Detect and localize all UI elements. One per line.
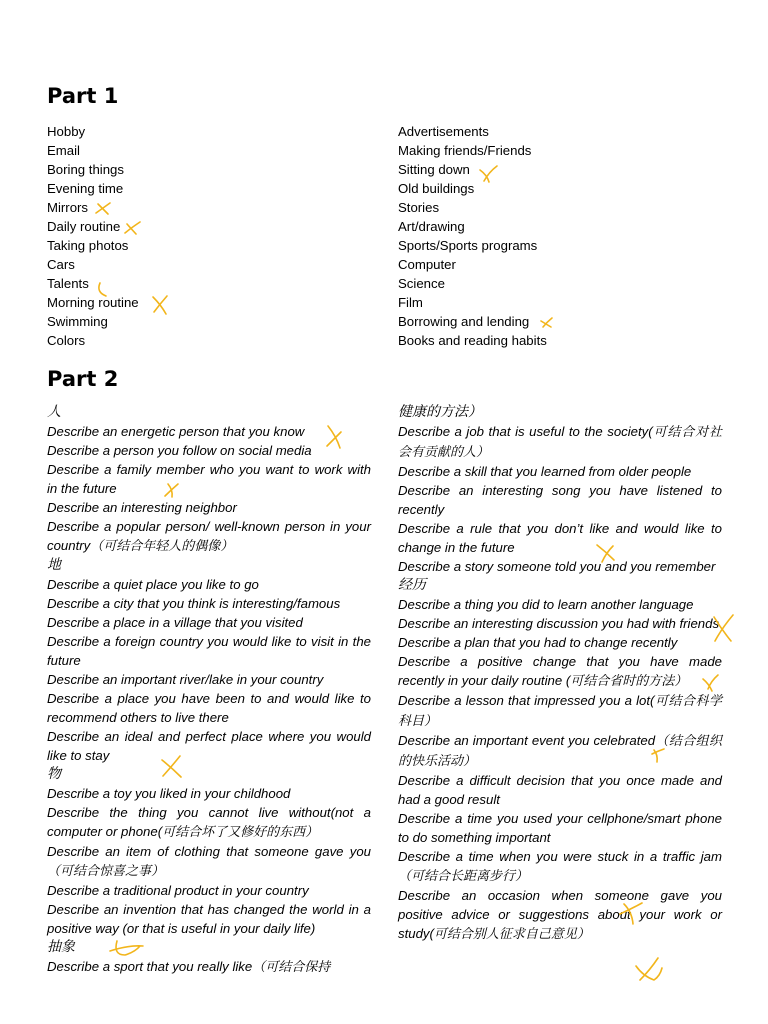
cue-card-item (47, 422, 371, 441)
cue-card-text: Describe an occasion when someone gave you positive advice or suggestions about your work or study( (398, 888, 722, 941)
topic-item: Computer (398, 257, 456, 272)
cue-card-text: Describe a toy you liked in your childhood (47, 786, 291, 801)
topic-item: Morning routine (47, 295, 139, 310)
cue-card-text: Describe a positive change that you have made recently in your daily routine ( (398, 654, 722, 688)
topic-item: Sitting down (398, 162, 470, 177)
part-1-right-column (398, 122, 547, 350)
cue-card-item (47, 441, 371, 460)
cue-card-item (398, 809, 722, 847)
cue-card-item (47, 498, 371, 517)
cue-card-item (398, 731, 722, 771)
cue-card-item (47, 670, 371, 689)
chinese-note: （可结合长距离步行） (398, 869, 529, 884)
chinese-note: （结合组织的快乐活动） (398, 734, 722, 769)
cue-card-text: Describe a time you used your cellphone/smart phone to do something important (398, 811, 722, 845)
topic-item: Making friends/Friends (398, 143, 532, 158)
chinese-note: （可结合年轻人的偶像） (90, 539, 234, 554)
topic-item: Mirrors (47, 200, 89, 215)
cue-card-item (398, 771, 722, 809)
topic-item: Books and reading habits (398, 333, 547, 348)
topic-item: Sports/Sports programs (398, 238, 538, 253)
chinese-note: 可结合对社会有贡献的人） (398, 425, 722, 460)
cue-card-item (47, 881, 371, 900)
cue-card-text: Describe a popular person/ well-known person in your country (47, 519, 371, 553)
chinese-note: （可结合保持 (252, 960, 331, 975)
cue-card-item (398, 652, 722, 691)
topic-item: Film (398, 295, 423, 310)
cue-card-text: Describe a person you follow on social media (47, 443, 312, 458)
cue-card-item (398, 886, 722, 944)
cue-card-item (398, 614, 722, 633)
cue-card-item (47, 460, 371, 498)
cue-card-text: Describe a place you have been to and would like to recommend others to live there (47, 691, 371, 725)
topic-item: Borrowing and lending (398, 314, 530, 329)
topic-item: Art/drawing (398, 219, 465, 234)
category-label: 经历 (398, 577, 426, 593)
topic-item: Talents (47, 276, 89, 291)
cue-card-text: Describe an item of clothing that someone gave you (47, 844, 371, 859)
cue-card-item (47, 517, 371, 556)
chinese-note: 可结合别人征求自己意见） (433, 927, 590, 942)
chinese-note: 可结合坏了又修好的东西） (162, 825, 319, 840)
topic-item: Science (398, 276, 445, 291)
topic-item: Cars (47, 257, 75, 272)
part-1-heading: Part 1 (47, 84, 119, 108)
topic-item: Hobby (47, 124, 86, 139)
cue-card-text: Describe an interesting song you have listened to recently (398, 483, 722, 517)
topic-item: Email (47, 143, 80, 158)
cue-card-text: Describe a lesson that impressed you a lot( (398, 693, 655, 708)
part-2-heading: Part 2 (47, 367, 119, 391)
cue-card-item (47, 594, 371, 613)
cue-card-text: Describe a place in a village that you visited (47, 615, 303, 630)
topic-item: Daily routine (47, 219, 121, 234)
cue-card-item (47, 613, 371, 632)
category-label: 抽象 (47, 939, 75, 955)
topic-item: Stories (398, 200, 440, 215)
cue-card-item (398, 557, 722, 576)
cue-card-item (398, 691, 722, 731)
cue-card-item (398, 481, 722, 519)
cue-card-item (47, 803, 371, 842)
category-label: 健康的方法） (398, 404, 482, 420)
cue-card-text: Describe the thing you cannot live without(not a computer or phone( (47, 805, 371, 839)
cue-card-text: Describe a time when you were stuck in a traffic jam (398, 849, 722, 864)
cue-card-text: Describe a sport that you really like (47, 959, 253, 974)
chinese-note: 可结合科学科目） (398, 694, 722, 729)
cue-card-item (398, 422, 722, 462)
part-2-right-column (398, 403, 722, 944)
cue-card-text: Describe a quiet place you like to go (47, 577, 259, 592)
topic-item: Boring things (47, 162, 124, 177)
cue-card-text: Describe an invention that has changed the world in a positive way (or that is useful in your daily life) (47, 902, 371, 936)
topic-item: Advertisements (398, 124, 489, 139)
cue-card-item (47, 957, 371, 977)
cue-card-text: Describe a rule that you don’t like and would like to change in the future (398, 521, 722, 555)
cue-card-text: Describe a thing you did to learn another language (398, 597, 694, 612)
cue-card-item (398, 847, 722, 886)
category-label: 物 (47, 766, 61, 782)
cue-card-item (47, 842, 371, 881)
topic-item: Old buildings (398, 181, 475, 196)
cue-card-text: Describe a traditional product in your country (47, 883, 309, 898)
cue-card-text: Describe an interesting neighbor (47, 500, 237, 515)
cue-card-text: Describe a story someone told you and you remember (398, 559, 716, 574)
cue-card-item (47, 575, 371, 594)
cue-card-text: Describe an energetic person that you know (47, 424, 305, 439)
chinese-note: 可结合省时的方法） (570, 674, 688, 689)
cue-card-text: Describe a difficult decision that you once made and had a good result (398, 773, 722, 807)
chinese-note: （可结合惊喜之事） (47, 864, 165, 879)
cue-card-text: Describe a skill that you learned from older people (398, 464, 692, 479)
topic-item: Swimming (47, 314, 108, 329)
topic-item: Colors (47, 333, 86, 348)
cue-card-text: Describe an important river/lake in your country (47, 672, 324, 687)
cue-card-item (47, 900, 371, 938)
part-2-left-column (47, 403, 371, 977)
cue-card-item (47, 689, 371, 727)
cue-card-text: Describe an interesting discussion you had with friends (398, 616, 720, 631)
cue-card-text: Describe a foreign country you would like to visit in the future (47, 634, 371, 668)
check-mark-morning-routine (153, 296, 167, 314)
cue-card-item (398, 633, 722, 652)
cue-card-item (398, 595, 722, 614)
cue-card-item (398, 519, 722, 557)
category-label: 地 (47, 557, 61, 573)
category-label: 人 (47, 404, 61, 420)
topic-item: Taking photos (47, 238, 129, 253)
cue-card-item (47, 632, 371, 670)
cue-card-text: Describe a city that you think is interesting/famous (47, 596, 341, 611)
cue-card-text: Describe a family member who you want to work with in the future (47, 462, 371, 496)
cue-card-text: Describe an important event you celebrated (398, 733, 656, 748)
cue-card-item (398, 462, 722, 481)
topic-item: Evening time (47, 181, 124, 196)
cue-card-text: Describe a job that is useful to the society( (398, 424, 653, 439)
cue-card-text: Describe an ideal and perfect place where you would like to stay (47, 729, 371, 763)
cue-card-item (47, 727, 371, 765)
cue-card-item (47, 784, 371, 803)
cue-card-text: Describe a plan that you had to change recently (398, 635, 678, 650)
check-mark-advice (636, 958, 662, 980)
part-1-left-column (47, 122, 139, 350)
